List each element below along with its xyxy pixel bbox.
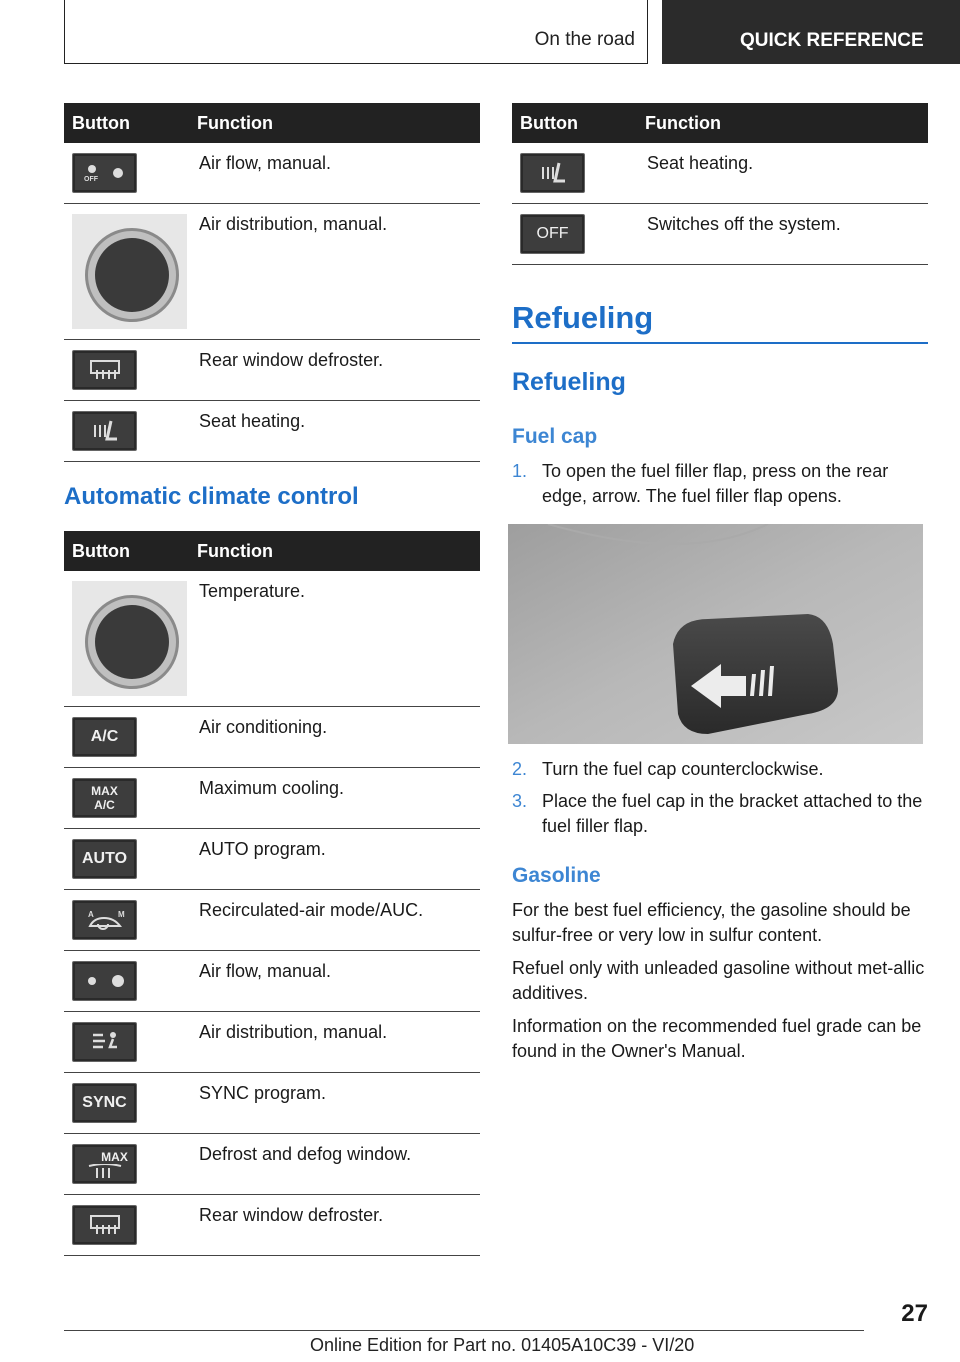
header-section-box <box>64 0 648 64</box>
climate-section-title: Automatic climate control <box>64 483 359 510</box>
function-text: AUTO program. <box>189 829 480 890</box>
table-row <box>64 829 480 890</box>
svg-text:OFF: OFF <box>83 176 98 183</box>
recirculation-icon <box>72 900 137 940</box>
rear-defroster-icon <box>72 1205 137 1245</box>
table-row <box>64 340 480 401</box>
col-function-header: Function <box>637 103 928 143</box>
header-chapter-title: QUICK REFERENCE <box>740 30 924 51</box>
step-1 <box>512 459 932 509</box>
fuel-cap-title: Fuel cap <box>512 425 598 448</box>
air-distribution-knob-icon <box>72 214 187 329</box>
step-3 <box>512 789 932 839</box>
max-ac-button <box>72 778 137 818</box>
off-button: OFF <box>520 214 585 254</box>
table-row <box>64 768 480 829</box>
col-button-header: Button <box>64 103 189 143</box>
step-text: Place the fuel cap in the bracket attached to the fuel filler flap. <box>542 791 923 836</box>
function-text: Maximum cooling. <box>189 768 480 829</box>
max-label: MAX <box>101 1150 128 1164</box>
svg-text:M: M <box>117 910 125 919</box>
air-distribution-icon <box>72 1022 137 1062</box>
footer-edition: Online Edition for Part no. 01405A10C39 - VI/20 <box>310 1335 695 1355</box>
refueling-section-title: Refueling <box>512 368 626 396</box>
col-button-header: Button <box>64 531 189 571</box>
table-row <box>64 951 480 1012</box>
fan-icon <box>72 961 137 1001</box>
table-row <box>64 1073 480 1134</box>
gasoline-paragraph: For the best fuel efficiency, the gasoline should be sulfur-free or very low in sulfur content. <box>512 900 911 945</box>
manual-climate-table <box>64 103 480 462</box>
fuel-flap-photo <box>508 524 923 744</box>
seat-heating-icon <box>72 411 137 451</box>
auto-climate-table <box>64 531 480 1256</box>
function-text: SYNC program. <box>189 1073 480 1134</box>
table-row <box>64 204 480 340</box>
function-text: Temperature. <box>189 571 480 707</box>
ac-label: A/C <box>94 798 115 812</box>
table-row <box>512 204 928 265</box>
table-row <box>64 1195 480 1256</box>
max-defrost-icon <box>72 1144 137 1184</box>
step-text: To open the fuel filler flap, press on the rear edge, arrow. The fuel filler flap opens. <box>542 461 889 506</box>
function-text: Seat heating. <box>637 143 928 204</box>
step-number: 2. <box>512 759 528 779</box>
step-number: 1. <box>512 461 528 481</box>
step-number: 3. <box>512 791 528 811</box>
table-row <box>64 1134 480 1195</box>
function-text: Air distribution, manual. <box>189 1012 480 1073</box>
col-function-header: Function <box>189 103 480 143</box>
seat-heating-icon <box>520 153 585 193</box>
footer-divider <box>64 1330 864 1331</box>
max-label: MAX <box>91 784 118 798</box>
ac-button: A/C <box>72 717 137 757</box>
function-text: Air flow, manual. <box>189 951 480 1012</box>
svg-text:A: A <box>87 910 94 919</box>
function-text: Switches off the system. <box>637 204 928 265</box>
table-row <box>64 707 480 768</box>
gasoline-paragraph: Information on the recommended fuel grade can be found in the Owner's Manual. <box>512 1016 922 1061</box>
gasoline-paragraph: Refuel only with unleaded gasoline without met‐allic additives. <box>512 958 925 1003</box>
refueling-chapter-title: Refueling <box>512 300 928 344</box>
col-button-header: Button <box>512 103 637 143</box>
table-row <box>64 890 480 951</box>
table-row <box>512 143 928 204</box>
function-text: Air conditioning. <box>189 707 480 768</box>
function-text: Air flow, manual. <box>189 143 480 204</box>
page-number: 27 <box>901 1300 928 1327</box>
col-function-header: Function <box>189 531 480 571</box>
rear-defroster-icon <box>72 350 137 390</box>
table-row <box>64 571 480 707</box>
fan-off-icon <box>72 153 137 193</box>
step-2 <box>512 757 932 782</box>
table-row <box>64 1012 480 1073</box>
temperature-knob-icon <box>72 581 187 696</box>
function-text: Defrost and defog window. <box>189 1134 480 1195</box>
sync-button: SYNC <box>72 1083 137 1123</box>
right-climate-table <box>512 103 928 265</box>
function-text: Rear window defroster. <box>189 1195 480 1256</box>
function-text: Rear window defroster. <box>189 340 480 401</box>
auto-button: AUTO <box>72 839 137 879</box>
table-row <box>64 143 480 204</box>
function-text: Recirculated-air mode/AUC. <box>189 890 480 951</box>
step-text: Turn the fuel cap counterclockwise. <box>542 759 824 779</box>
gasoline-title: Gasoline <box>512 864 601 887</box>
function-text: Air distribution, manual. <box>189 204 480 340</box>
header-section-title: On the road <box>534 29 635 50</box>
header-chapter-box <box>662 0 960 64</box>
function-text: Seat heating. <box>189 401 480 462</box>
table-row <box>64 401 480 462</box>
